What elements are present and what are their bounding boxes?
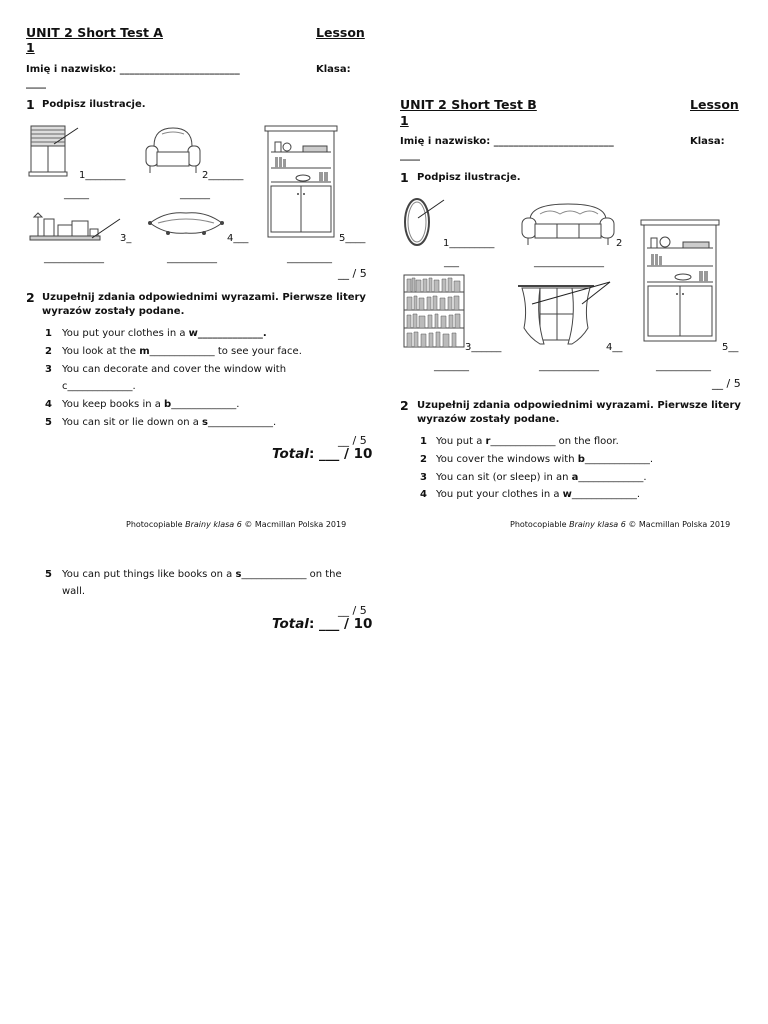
test-a-lesson: Lesson (316, 25, 365, 40)
test-b-q3: You can sit (or sleep) in an a_____________. (436, 472, 647, 483)
test-a-q4: You keep books in a b_____________. (62, 399, 240, 410)
cushion-icon (146, 205, 226, 239)
test-b-label-2-cont: ______________ (534, 257, 604, 268)
test-a-label-2-cont: ______ (180, 189, 210, 200)
test-b-section2-instruction-1: Uzupełnij zdania odpowiednimi wyrazami. Pierwsze litery (417, 400, 741, 411)
test-b-q1: You put a r_____________ on the floor. (436, 436, 619, 447)
test-a-label-5-cont: _________ (287, 253, 332, 264)
test-a-section2-number: 2 (26, 290, 35, 305)
test-a-q2: You look at the m_____________ to see your face. (62, 346, 302, 357)
test-b-q2: You cover the windows with b_____________. (436, 454, 654, 465)
test-a-label-3-cont: ____________ (44, 253, 104, 264)
test-a-q1-number: 1 (45, 328, 52, 339)
test-b-label-4: 4__ (606, 342, 623, 353)
test-b-section1-number: 1 (400, 170, 409, 185)
test-a-label-3: 3_ (120, 233, 132, 244)
test-b-q2-number: 2 (420, 454, 427, 465)
test-a-class-label: Klasa: (316, 64, 351, 75)
test-a-section2-score: __ / 5 (338, 434, 367, 447)
test-a-q1: You put your clothes in a w_____________. (62, 328, 267, 339)
test-b-footer: Photocopiable Brainy klasa 6 © Macmillan Polska 2019 (510, 520, 731, 529)
test-a-q5: You can sit or lie down on a s_____________. (62, 417, 277, 428)
test-b-class-label: Klasa: (690, 136, 725, 147)
test-a-name-label: Imię i nazwisko: ________________________ (26, 64, 240, 75)
test-a-class-line: ____ (26, 78, 46, 89)
test-a-q5b-cont: wall. (62, 586, 86, 597)
test-a-section1-number: 1 (26, 97, 35, 112)
sofa-icon (520, 200, 616, 248)
test-b-label-4-cont: ____________ (539, 361, 599, 372)
test-b-label-2: 2 (616, 238, 623, 249)
test-a-lesson-number: 1 (26, 40, 35, 55)
test-a-footer: Photocopiable Brainy klasa 6 © Macmillan Polska 2019 (126, 520, 347, 529)
test-b-class-line: ____ (400, 150, 420, 161)
test-a-label-2: 2_______ (202, 170, 244, 181)
test-a-label-1: 1________ (79, 170, 126, 181)
test-a-label-4: 4___ (227, 233, 249, 244)
test-a-total: Total: ___ / 10 (272, 446, 373, 462)
test-b-section1-score: __ / 5 (712, 377, 741, 390)
test-b-section1-instruction: Podpisz ilustracje. (417, 172, 521, 183)
test-b-label-3: 3______ (465, 342, 502, 353)
test-b-section2-instruction-2: wyrazów zostały podane. (417, 414, 560, 425)
test-b-q1-number: 1 (420, 436, 427, 447)
test-a-continued-score: __ / 5 (338, 604, 367, 617)
test-a-q5b-number: 5 (45, 569, 52, 580)
test-b-lesson-number: 1 (400, 113, 409, 128)
test-b-name-label: Imię i nazwisko: ________________________ (400, 136, 614, 147)
test-a-q5-number: 5 (45, 417, 52, 428)
test-a-section2-instruction-2: wyrazów zostały podane. (42, 306, 185, 317)
test-b-label-5: 5__ (722, 342, 739, 353)
test-a-q2-number: 2 (45, 346, 52, 357)
test-b-section2-number: 2 (400, 398, 409, 413)
test-b-q4: You put your clothes in a w_____________. (436, 489, 641, 500)
test-b-label-3-cont: _______ (434, 361, 469, 372)
bookshelf-icon (402, 273, 466, 349)
test-a-section2-instruction-1: Uzupełnij zdania odpowiednimi wyrazami. Pierwsze litery (42, 292, 366, 303)
test-a-q3: You can decorate and cover the window with (62, 364, 287, 375)
mirror-icon (402, 196, 448, 248)
test-a-section1-instruction: Podpisz ilustracje. (42, 99, 146, 110)
test-a-q3-cont: c_____________. (62, 381, 136, 392)
shelf-items-icon (28, 211, 122, 245)
curtained-window-icon (516, 278, 612, 350)
test-b-label-5-cont: ___________ (656, 361, 711, 372)
test-a-label-5: 5____ (339, 233, 366, 244)
test-a-continued-total: Total: ___ / 10 (272, 616, 373, 632)
test-a-label-1-cont: _____ (64, 189, 89, 200)
test-a-q3-number: 3 (45, 364, 52, 375)
test-b-label-1: 1_________ (443, 238, 495, 249)
test-a-q5b: You can put things like books on a s_____________ on the (62, 569, 342, 580)
test-a-label-4-cont: __________ (167, 253, 217, 264)
bookcase-cabinet-icon (263, 124, 339, 242)
bookcase-cabinet-icon (639, 218, 721, 346)
test-b-q3-number: 3 (420, 472, 427, 483)
test-b-title: UNIT 2 Short Test B (400, 97, 537, 112)
armchair-icon (144, 124, 202, 176)
test-b-lesson: Lesson (690, 97, 739, 112)
test-a-section1-score: __ / 5 (338, 267, 367, 280)
test-a-q4-number: 4 (45, 399, 52, 410)
test-a-title: UNIT 2 Short Test A (26, 25, 163, 40)
window-blind-icon (28, 124, 80, 180)
test-b-label-1-cont: ___ (444, 257, 459, 268)
test-b-q4-number: 4 (420, 489, 427, 500)
